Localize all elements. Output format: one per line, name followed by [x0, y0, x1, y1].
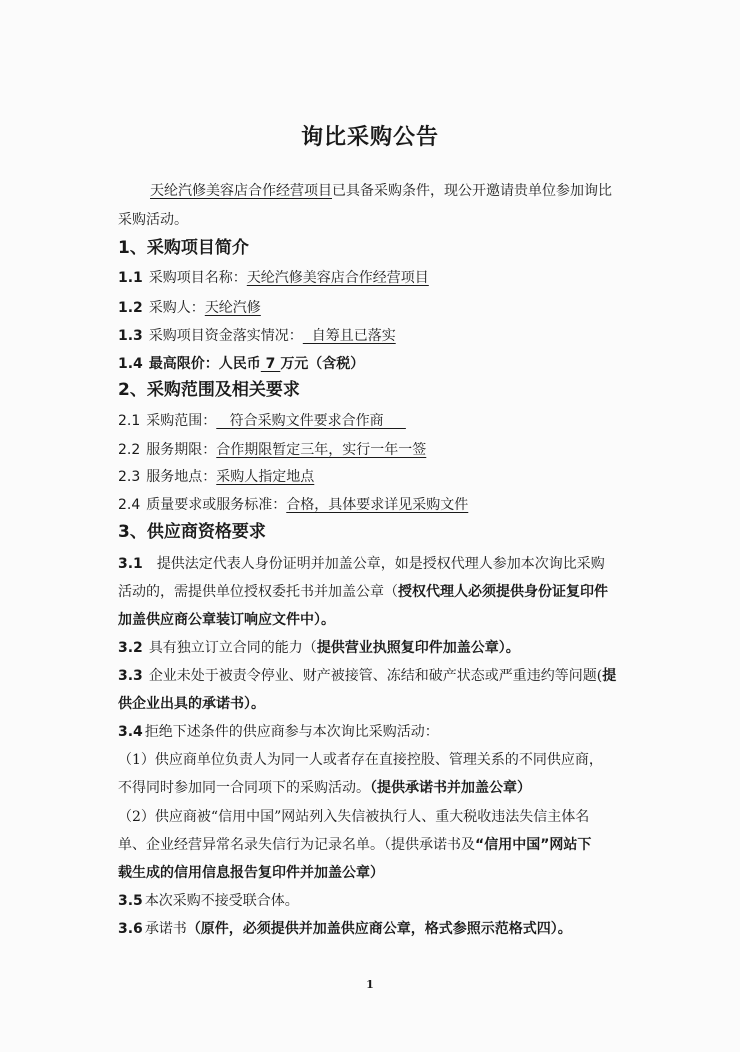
para-bold-text: 提 [602, 668, 617, 684]
para-text: 承诺书 [144, 921, 187, 937]
item-number: 2.1 [118, 413, 141, 429]
item-label: 服务地点： [146, 469, 217, 485]
condition-1-line-2 [118, 778, 531, 798]
item-number: 2.4 [118, 497, 141, 513]
intro-line-2: 采购活动。 [118, 212, 188, 228]
para-3-3-line-1 [118, 666, 616, 686]
para-3-1-line-3: 加盖供应商公章装订响应文件中）。 [118, 612, 335, 628]
item-suffix: 万元（含税） [280, 356, 365, 372]
item-label: 最高限价：人民币 [148, 356, 261, 372]
item-label: 采购范围： [146, 413, 217, 429]
item-value: 7 [260, 356, 281, 372]
document-title: 询比采购公告 [300, 125, 439, 150]
item-number: 1.4 [118, 356, 143, 372]
item-number: 1.1 [118, 270, 143, 286]
item-1-1 [118, 268, 429, 288]
item-number: 1.3 [118, 328, 143, 344]
item-label: 采购项目名称： [148, 270, 247, 286]
para-bold-text: （原件，必须提供并加盖供应商公章，格式参照示范格式四）。 [186, 921, 572, 937]
item-1-4 [118, 354, 364, 374]
para-bold-text: （提供承诺书并加盖公章） [370, 780, 531, 796]
item-value: 合格，具体要求详见采购文件 [286, 497, 469, 513]
para-text: 拒绝下述条件的供应商参与本次询比采购活动： [144, 724, 439, 740]
condition-2-line-3: 载生成的信用信息报告复印件并加盖公章） [118, 865, 384, 881]
item-value: 天纶汽修美容店合作经营项目 [246, 270, 429, 286]
para-3-1-line-1 [118, 554, 605, 574]
para-text: 企业未处于被责令停业、财产被接管、冻结和破产状态或严重违约等问题( [148, 668, 603, 684]
condition-1-line-1: （1）供应商单位负责人为同一人或者存在直接控股、管理关系的不同供应商， [118, 752, 603, 768]
section-3-heading: 3、供应商资格要求 [118, 522, 266, 542]
page-number: 1 [366, 978, 374, 991]
item-number: 3.2 [118, 640, 143, 656]
condition-2-line-2 [118, 835, 591, 855]
item-number: 2.3 [118, 469, 141, 485]
item-number: 3.1 [118, 556, 143, 572]
item-number: 3.3 [118, 668, 143, 684]
item-label: 质量要求或服务标准： [146, 497, 287, 513]
item-label: 采购项目资金落实情况： [148, 328, 303, 344]
para-3-4 [118, 722, 439, 742]
para-text: 活动的，需提供单位授权委托书并加盖公章（ [118, 584, 398, 600]
para-3-5 [118, 891, 299, 911]
para-text: 具有独立订立合同的能力（ [148, 640, 317, 656]
item-2-2 [118, 440, 426, 460]
para-3-1-line-2 [118, 582, 608, 602]
item-number: 3.4 [118, 724, 143, 740]
item-value: 天纶汽修 [204, 300, 261, 316]
para-bold-text: 授权代理人必须提供身份证复印件 [398, 584, 608, 600]
item-value: 自筹且已落实 [302, 328, 396, 344]
item-label: 服务期限： [146, 442, 217, 458]
item-number: 3.6 [118, 921, 143, 937]
para-text: 本次采购不接受联合体。 [144, 893, 299, 909]
intro-text: 已具备采购条件，现公开邀请贵单位参加询比 [332, 183, 612, 199]
para-bold-text: 提供营业执照复印件加盖公章）。 [316, 640, 520, 656]
para-text: 提供法定代表人身份证明并加盖公章，如是授权代理人参加本次询比采购 [156, 556, 605, 572]
item-number: 1.2 [118, 300, 143, 316]
para-bold-text: “信用中国”网站下 [475, 837, 592, 853]
section-2-heading: 2、采购范围及相关要求 [118, 380, 300, 400]
para-3-2 [118, 638, 520, 658]
section-1-heading: 1、采购项目简介 [118, 238, 249, 258]
item-2-3 [118, 467, 314, 487]
item-1-3 [118, 326, 396, 346]
para-3-6 [118, 919, 572, 939]
item-2-1 [118, 411, 406, 431]
para-text: 不得同时参加同一合同项下的采购活动。 [118, 780, 370, 796]
para-3-3-line-2: 供企业出具的承诺书）。 [118, 696, 265, 712]
item-value: 采购人指定地点 [216, 469, 315, 485]
item-number: 3.5 [118, 893, 143, 909]
item-label: 采购人： [148, 300, 205, 316]
intro-line-1 [150, 181, 612, 201]
intro-project-name: 天纶汽修美容店合作经营项目 [150, 183, 332, 199]
condition-2-line-1: （2）供应商被“信用中国”网站列入失信被执行人、重大税收违法失信主体名 [118, 809, 590, 825]
item-number: 2.2 [118, 442, 141, 458]
item-2-4 [118, 495, 468, 515]
item-value: 合作期限暂定三年，实行一年一签 [216, 442, 427, 458]
item-value: 符合采购文件要求合作商 [216, 413, 406, 429]
item-1-2 [118, 298, 261, 318]
para-text: 单、企业经营异常名录失信行为记录名单。（提供承诺书及 [118, 837, 475, 853]
